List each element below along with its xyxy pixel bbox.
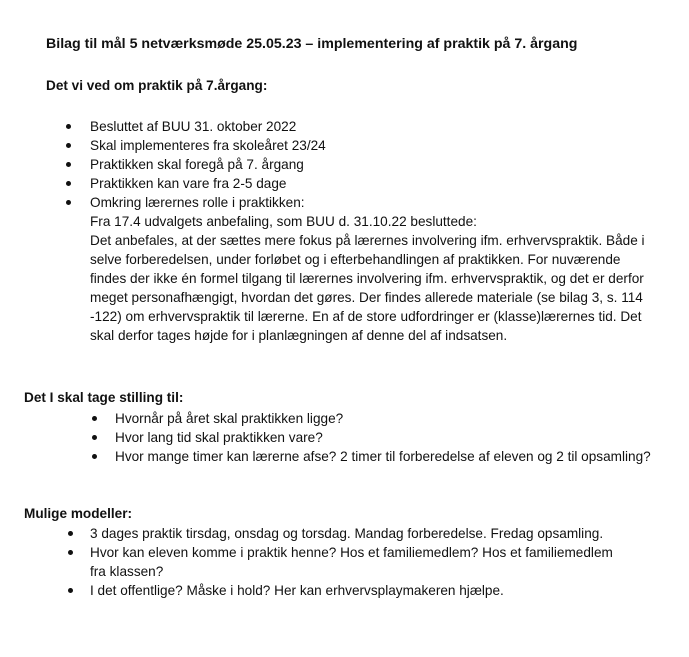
bullet-icon xyxy=(66,143,71,148)
known-heading: Det vi ved om praktik på 7.årgang: xyxy=(46,78,268,93)
bullet-icon xyxy=(92,435,97,440)
bullet-icon xyxy=(66,200,71,205)
bullet-icon xyxy=(66,162,71,167)
bullet-icon xyxy=(66,181,71,186)
list-item: Omkring lærernes rolle i praktikken: Fra 17.4 udvalgets anbefaling, som BUU d. 31.10.22 besluttede: Det anbefales, at der sættes mere fokus på lærernes involvering ifm. erhvervspraktik. Både i selve forberedelsen, under forløbet og i efterbehandlingen af praktikken. For nuværende findes der ikke én formel tilgang til lærernes involvering ifm. erhvervspraktik, og det er derfor meget personafhængigt, hvordan det gøres. Der findes allerede materiale (se bilag 3, s. 114 -122) om erhvervspraktik til lærerne. En af de store udfordringer er (klasse)lærernes tid. Det skal derfor tages højde for i planlægningen af denne del af indsatsen. xyxy=(90,193,650,345)
models-heading: Mulige modeller: xyxy=(24,506,133,521)
document-title: Bilag til mål 5 netværksmøde 25.05.23 – implementering af praktik på 7. årgang xyxy=(46,36,578,52)
bullet-icon xyxy=(92,454,97,459)
role-intro: Fra 17.4 udvalgets anbefaling, som BUU d. 31.10.22 besluttede: xyxy=(90,214,477,229)
list-item: Hvornår på året skal praktikken ligge? xyxy=(115,409,675,428)
models-list xyxy=(90,524,630,600)
list-item: Praktikken kan vare fra 2-5 dage xyxy=(90,174,650,193)
list-item: Praktikken skal foregå på 7. årgang xyxy=(90,155,650,174)
decide-list xyxy=(115,409,675,466)
known-list xyxy=(90,117,650,345)
list-item: Hvor kan eleven komme i praktik henne? Hos et familiemedlem? Hos et familiemedlem fra klassen? xyxy=(90,543,630,581)
bullet-icon xyxy=(92,416,97,421)
list-item: Besluttet af BUU 31. oktober 2022 xyxy=(90,117,650,136)
decide-heading: Det I skal tage stilling til: xyxy=(24,390,184,405)
list-item: Hvor lang tid skal praktikken vare? xyxy=(115,428,675,447)
list-item: Hvor mange timer kan lærerne afse? 2 timer til forberedelse af eleven og 2 til opsamling? xyxy=(115,447,675,466)
bullet-icon xyxy=(68,531,73,536)
role-text: Det anbefales, at der sættes mere fokus på lærernes involvering ifm. erhvervspraktik. Både i selve forberedelsen, under forløbet og i efterbehandlingen af praktikken. For nuværende findes der ikke én formel tilgang til lærernes involvering ifm. erhvervspraktik, og det er derfor meget personafhængigt, hvordan det gøres. Der findes allerede materiale (se bilag 3, s. 114 -122) om erhvervspraktik til lærerne. En af de store udfordringer er (klasse)lærernes tid. Det skal derfor tages højde for i planlægningen af denne del af indsatsen. xyxy=(90,233,645,343)
list-item: I det offentlige? Måske i hold? Her kan erhvervsplaymakeren hjælpe. xyxy=(90,581,630,600)
list-item: 3 dages praktik tirsdag, onsdag og torsdag. Mandag forberedelse. Fredag opsamling. xyxy=(90,524,630,543)
bullet-icon xyxy=(68,588,73,593)
bullet-icon xyxy=(68,550,73,555)
bullet-icon xyxy=(66,124,71,129)
list-item: Skal implementeres fra skoleåret 23/24 xyxy=(90,136,650,155)
